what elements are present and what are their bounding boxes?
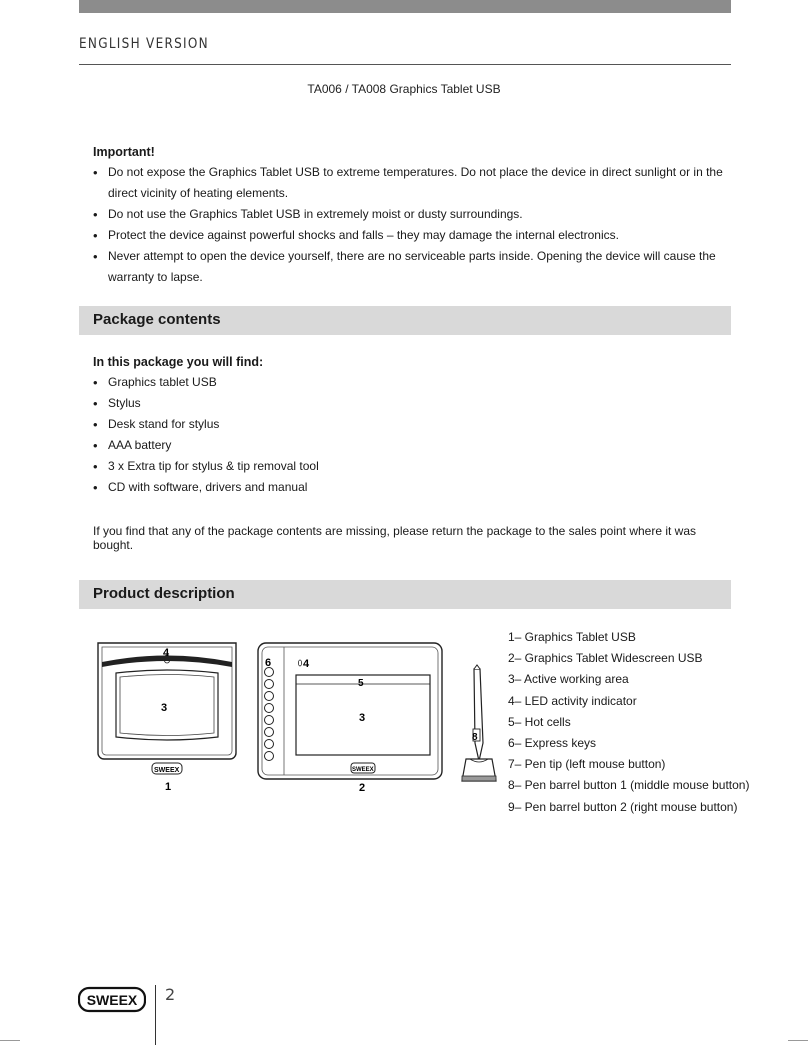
crop-mark [0, 1040, 20, 1041]
package-list [93, 372, 723, 498]
list-item: • Desk stand for stylus [93, 414, 723, 435]
package-heading: In this package you will find: [93, 355, 264, 369]
figure-label: 4 [163, 647, 170, 659]
list-item: 3– Active working area [508, 672, 629, 687]
list-item: • Do not use the Graphics Tablet USB in extremely moist or dusty surroundings. [93, 204, 723, 225]
package-contents-title: Package contents [93, 311, 221, 328]
list-item: • Stylus [93, 393, 723, 414]
list-item: • Never attempt to open the device yourself, there are no serviceable parts inside. Opening the device will cause the warranty to lapse. [93, 246, 723, 288]
top-color-bar [79, 0, 731, 13]
figure-label: 5 [358, 678, 364, 689]
figure-label: 8 [472, 732, 478, 743]
product-description-title: Product description [93, 585, 235, 602]
list-item: 2– Graphics Tablet Widescreen USB [508, 651, 703, 666]
figure-caption: 1 [165, 781, 172, 793]
product-description-list [508, 627, 749, 818]
language-label: ENGLISH VERSION [79, 36, 209, 52]
figure-label: 3 [359, 712, 366, 724]
product-description-band [79, 580, 731, 609]
list-item: • CD with software, drivers and manual [93, 477, 723, 498]
crop-mark [788, 1040, 808, 1041]
device-logo: SWEEX [352, 767, 374, 773]
document-title: TA006 / TA008 Graphics Tablet USB [307, 82, 501, 96]
missing-contents-note: If you find that any of the package contents are missing, please return the package to the sales point where it was bought. [93, 524, 697, 552]
list-item: • Do not expose the Graphics Tablet USB to extreme temperatures. Do not place the device in direct sunlight or in the direct vicinity of heating elements. [93, 162, 723, 204]
tablet-2-drawing [258, 643, 442, 779]
list-item: • 3 x Extra tip for stylus & tip removal tool [93, 456, 723, 477]
list-item: 1– Graphics Tablet USB [508, 630, 636, 644]
figure-label: 4 [303, 658, 310, 670]
figure-caption: 2 [359, 782, 366, 794]
important-section [93, 142, 723, 288]
figure-label: 6 [265, 657, 272, 669]
header-rule [79, 64, 731, 65]
list-item: 5– Hot cells [508, 714, 571, 729]
important-heading: Important! [93, 145, 155, 159]
list-item: 9– Pen barrel button 2 (right mouse button) [508, 799, 738, 814]
list-item: 8– Pen barrel button 1 (middle mouse button) [508, 778, 750, 793]
logo-text: SWEEX [86, 992, 138, 1008]
device-logo: SWEEX [154, 767, 180, 774]
list-item: 4– LED activity indicator [508, 693, 637, 708]
figure-label: 3 [161, 702, 168, 714]
footer-divider [155, 985, 156, 1045]
package-contents-band [79, 306, 731, 335]
list-item: • Graphics tablet USB [93, 372, 723, 393]
list-item: • Protect the device against powerful shocks and falls – they may damage the internal electronics. [93, 225, 723, 246]
important-list [93, 162, 723, 288]
list-item: 6– Express keys [508, 736, 597, 751]
list-item: • AAA battery [93, 435, 723, 456]
list-item: 7– Pen tip (left mouse button) [508, 757, 666, 772]
package-section [93, 352, 723, 498]
sweex-logo [78, 985, 146, 1014]
product-figure [92, 633, 502, 798]
pen-drawing [462, 665, 496, 781]
page-number: 2 [165, 985, 176, 1004]
